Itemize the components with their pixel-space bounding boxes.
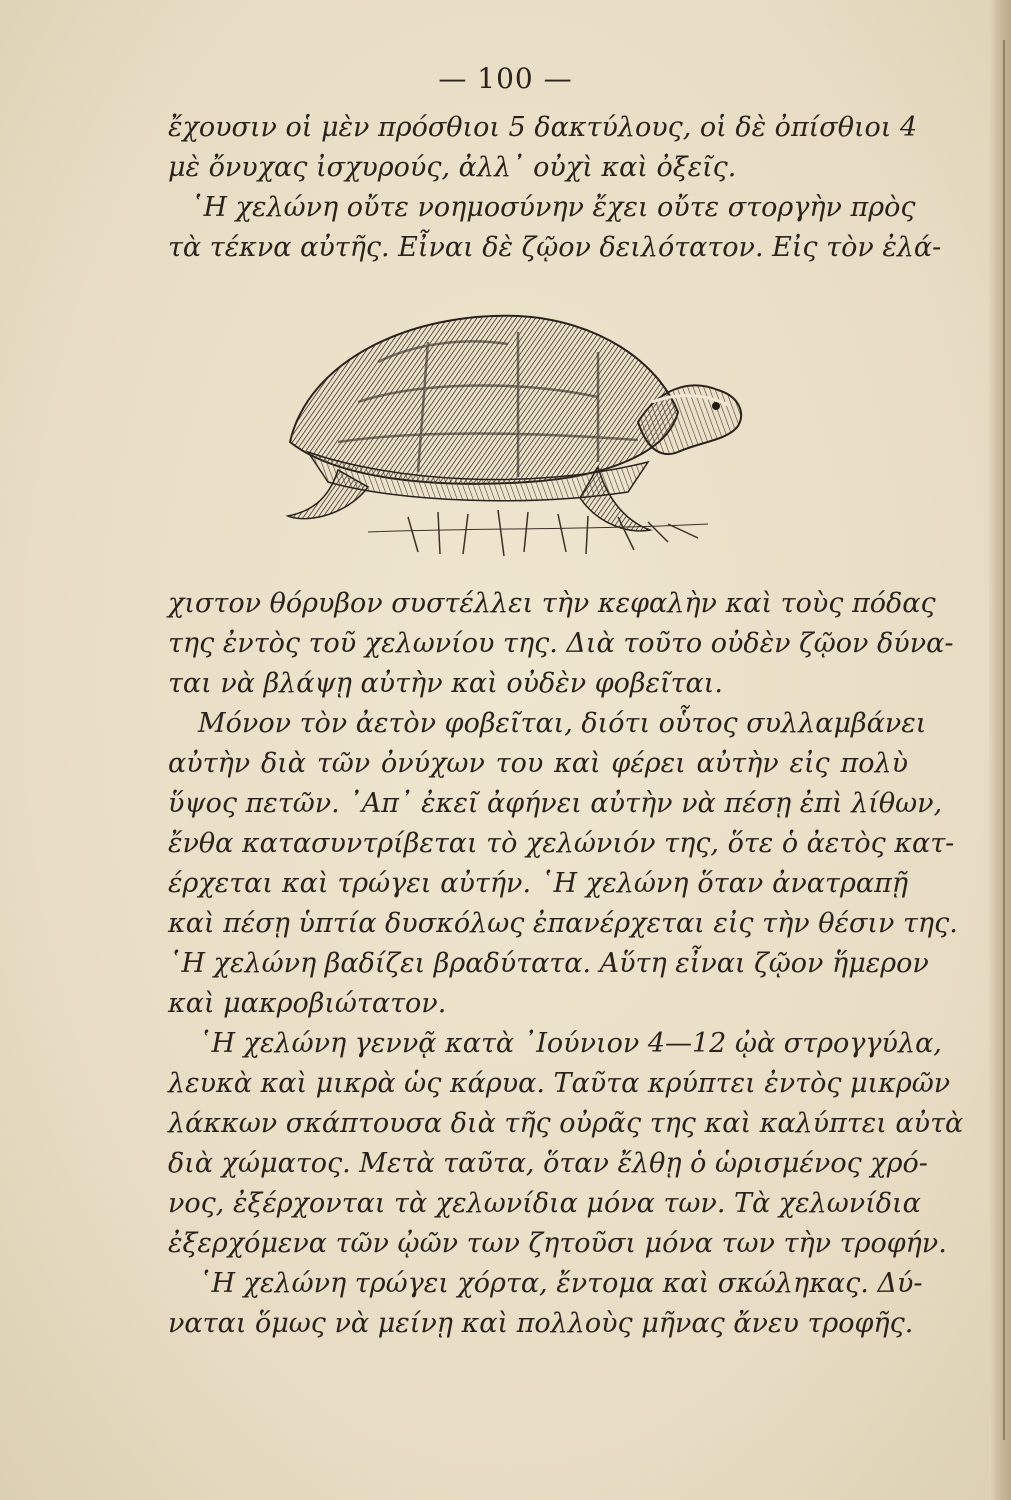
page-number: — 100 — — [438, 62, 573, 95]
text-line: ἔχουσιν οἱ μὲν πρόσθιοι 5 δακτύλους, οἱ δὲ ὀπίσθιοι 4 — [168, 112, 918, 143]
text-line: ται νὰ βλάψῃ αὐτὴν καὶ οὐδὲν φοβεῖται. — [168, 668, 723, 699]
text-line: καὶ μακροβιώτατον. — [168, 988, 447, 1019]
text-line: διὰ χώματος. Μετὰ ταῦτα, ὅταν ἔλθῃ ὁ ὡρισμένος χρό- — [168, 1148, 928, 1179]
text-line: ὕψος πετῶν. ᾿Απ᾽ ἐκεῖ ἀφήνει αὐτὴν νὰ πέσῃ ἐπὶ λίθων, — [168, 788, 943, 819]
text-line: έρχεται καὶ τρώγει αὐτήν. ῾Η χελώνη ὅταν ἀνατραπῇ — [168, 868, 908, 899]
paragraph-top — [168, 108, 942, 268]
text-line: λευκὰ καὶ μικρὰ ὡς κάρυα. Ταῦτα κρύπτει ἐντὸς μικρῶν — [168, 1068, 951, 1099]
paragraph-bottom — [168, 584, 964, 1344]
text-line: λάκκων σκάπτουσα διὰ τῆς οὐρᾶς της καὶ καλύπτει αὐτὰ — [168, 1108, 964, 1139]
text-line: Μόνον τὸν ἀετὸν φοβεῖται, διότι οὗτος συλλαμβάνει — [198, 708, 927, 739]
text-line: ναται ὅμως νὰ μείνῃ καὶ πολλοὺς μῆνας ἄνευ τροφῆς. — [168, 1308, 914, 1339]
text-line: νος, ἐξέρχονται τὰ χελωνίδια μόνα των. Τὰ χελωνίδια — [168, 1188, 921, 1219]
text-line: της ἐντὸς τοῦ χελωνίου της. Διὰ τοῦτο οὐδὲν ζῷον δύνα- — [168, 628, 954, 659]
text-line: ἔνθα κατασυντρίβεται τὸ χελώνιόν της, ὅτε ὁ ἀετὸς κατ- — [168, 828, 955, 859]
text-line: τὰ τέκνα αὐτῆς. Εἶναι δὲ ζῷον δειλότατον. Εἰς τὸν ἐλά- — [168, 232, 942, 263]
text-line: ῾Η χελώνη γεννᾷ κατὰ ᾿Ιούνιον 4—12 ᾠὰ στρογγύλα, — [198, 1028, 942, 1059]
text-line: καὶ πέσῃ ὑπτία δυσκόλως ἐπανέρχεται εἰς τὴν θέσιν της. — [168, 908, 958, 939]
page-edge — [989, 0, 1011, 1500]
text-line: μὲ ὄνυχας ἰσχυρούς, ἀλλ᾽ οὐχὶ καὶ ὀξεῖς. — [168, 152, 737, 183]
text-line: αὐτὴν διὰ τῶν ὀνύχων του καὶ φέρει αὐτὴν εἰς πολὺ — [168, 748, 908, 779]
text-line: ῾Η χελώνη οὔτε νοημοσύνην ἔχει οὔτε στοργὴν πρὸς — [190, 192, 916, 223]
text-line: ῾Η χελώνη βαδίζει βραδύτατα. Αὕτη εἶναι ζῷον ἥμερον — [168, 948, 929, 979]
text-line: χιστον θόρυβον συστέλλει τὴν κεφαλὴν καὶ τοὺς πόδας — [168, 588, 936, 619]
text-line: ῾Η χελώνη τρώγει χόρτα, ἔντομα καὶ σκώληκας. Δύ- — [198, 1268, 923, 1299]
text-line: ἐξερχόμενα τῶν ᾠῶν των ζητοῦσι μόνα των τὴν τροφήν. — [168, 1228, 947, 1259]
turtle-illustration — [268, 302, 748, 564]
